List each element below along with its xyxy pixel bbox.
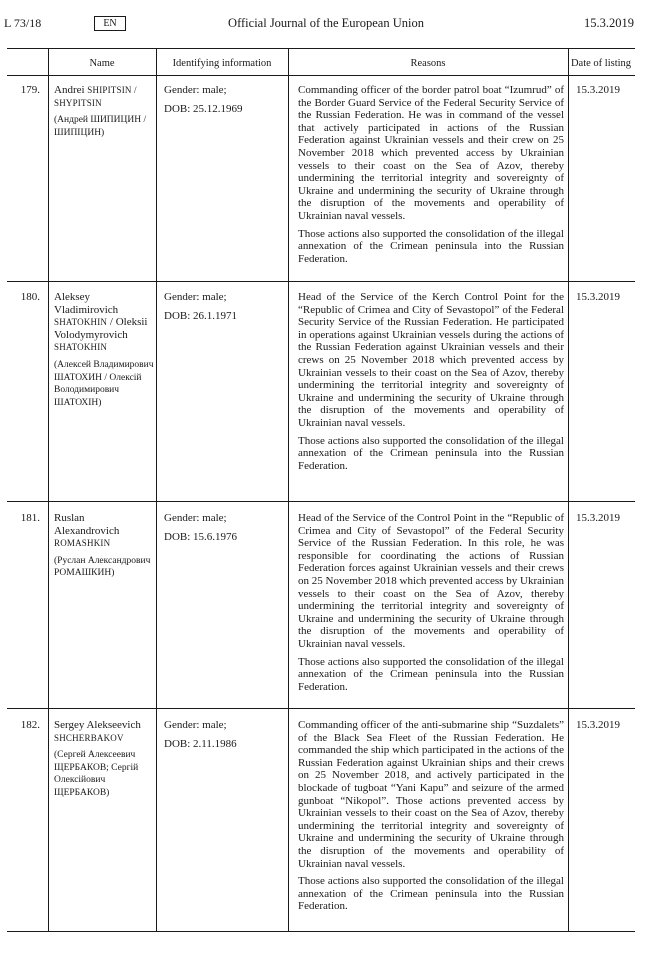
column-divider — [288, 48, 289, 932]
reason-paragraph: Those actions also supported the consolidation of the illegal annexation of the Crimean peninsula into the Russian Federation. — [298, 434, 564, 472]
gender: Gender: male; — [164, 291, 227, 303]
date-of-birth: DOB: 26.1.1971 — [164, 309, 238, 322]
entry-number: 182. — [20, 719, 40, 731]
identifying-info — [164, 512, 284, 549]
person-name: Aleksey Vladimirovich SHATOKHIN / Oleksii Volodymyrovich SHATOKHIN (Алексей Владимирович ШАТОХИН / Олексій Володимирович ШАТОХІН) — [54, 291, 154, 408]
header-bottom-rule — [7, 75, 635, 76]
journal-title: Official Journal of the European Union — [228, 16, 424, 30]
column-header-date: Date of listing — [570, 58, 632, 69]
date-of-birth: DOB: 2.11.1986 — [164, 737, 237, 750]
table-top-rule — [7, 48, 635, 49]
reason-paragraph: Commanding officer of the anti-submarine ship “Suzdalets” of the Black Sea Fleet of the Russian Federation. He commanded the ship which participated in the actions of the Russian Federation against Ukrainian ships and their crews on 25 November 2018, and actively participated in the blockade of tugboat “Yani Kapu” and seizure of the armed gunboat “Nikopol”. Those actions prevented access by Ukrainian vessels to their coast on the Sea of Azov, thereby undermining the territorial integrity and sovereignty of Ukraine and undermining the security of Ukraine through the disruption of the movements and operability of Ukrainian naval vessels. — [298, 719, 564, 870]
row-divider — [7, 501, 635, 502]
person-name: Ruslan Alexandrovich ROMASHKIN (Руслан Александрович РОМАШКИН) — [54, 512, 154, 585]
reason-paragraph: Commanding officer of the border patrol boat “Izumrud” of the Border Guard Service of the Federal Security Service of the Russian Federation. He was in command of the vessel that actively participated in actions of the Russian Federation against Ukrainian vessels and their crew on 25 November 2018 which prevented access by Ukrainian vessels to their coast on the Sea of Azov, thereby undermining the territorial integrity and sovereignty of Ukraine and undermining the security of Ukraine through the disruption of the movements and operability of Ukrainian naval vessels. — [298, 84, 564, 222]
date-of-listing: 15.3.2019 — [576, 719, 620, 731]
person-name: Sergey Alekseevich SHCHERBAKOV (Сергей Алексеевич ЩЕРБАКОВ; Сергій Олексійович ЩЕРБАКОВ) — [54, 719, 154, 805]
column-header-name: Name — [89, 58, 115, 69]
gender: Gender: male; — [164, 512, 227, 524]
gender: Gender: male; — [164, 719, 227, 731]
date-of-listing: 15.3.2019 — [576, 512, 620, 524]
person-name: Andrei SHIPITSIN / SHYPITSIN (Андрей ШИПИЦИН / ШИПІЦИН) — [54, 84, 154, 144]
reasons — [298, 84, 564, 270]
row-divider — [7, 708, 635, 709]
publication-date: 15.3.2019 — [584, 16, 634, 30]
date-of-birth: DOB: 15.6.1976 — [164, 530, 238, 543]
reason-paragraph: Those actions also supported the consolidation of the illegal annexation of the Crimean peninsula into the Russian Federation. — [298, 227, 564, 265]
date-of-listing: 15.3.2019 — [576, 84, 620, 96]
reason-paragraph: Those actions also supported the consolidation of the illegal annexation of the Crimean peninsula into the Russian Federation. — [298, 655, 564, 693]
table-bottom-rule — [7, 931, 635, 932]
language-badge: EN — [94, 16, 126, 31]
person-name-cyrillic: (Сергей Алексеевич ЩЕРБАКОВ; Сергій Олексійович ЩЕРБАКОВ) — [54, 750, 139, 798]
identifying-info — [164, 291, 284, 328]
column-header-identifying: Identifying information — [172, 58, 272, 69]
entry-number: 180. — [20, 291, 40, 303]
column-header-reasons: Reasons — [410, 58, 446, 69]
date-of-birth: DOB: 25.12.1969 — [164, 102, 243, 115]
page-header — [0, 0, 652, 40]
person-name-cyrillic: (Руслан Александрович РОМАШКИН) — [54, 555, 151, 579]
reason-paragraph: Those actions also supported the consolidation of the illegal annexation of the Crimean peninsula into the Russian Federation. — [298, 875, 564, 913]
reason-paragraph: Head of the Service of the Control Point in the “Republic of Crimea and City of Sevastopol” of the Federal Security Service of the Russian Federation. In this role, he was responsible for coordinating the actions of Russian Federation forces against Ukrainian vessels and their crews on 25 November 2018 which prevented access by Ukrainian vessels to their coast on the Sea of Azov, thereby undermining the territorial integrity and sovereignty of Ukraine and undermining the security of Ukraine through the disruption of the movements and operability of Ukrainian naval vessels. — [298, 512, 564, 650]
reason-paragraph: Head of the Service of the Kerch Control Point for the “Republic of Crimea and City of Sevastopol” of the Federal Security Service of the Russian Federation. He participated in operations against Ukrainian vessels during the actions of the Russian Federation against Ukrainian vessels and their crews on 25 November 2018 which prevented access by Ukrainian vessels to their coast on the Sea of Azov, thereby undermining the territorial integrity and sovereignty of Ukraine and undermining the security of Ukraine through the disruption of the movements and operability of Ukrainian naval vessels. — [298, 291, 564, 429]
reasons — [298, 291, 564, 477]
date-of-listing: 15.3.2019 — [576, 291, 620, 303]
row-divider — [7, 281, 635, 282]
reasons — [298, 512, 564, 698]
person-name-cyrillic: (Алексей Владимирович ШАТОХИН / Олексій Володимирович ШАТОХІН) — [54, 359, 154, 408]
column-divider — [568, 48, 569, 932]
person-name-cyrillic: (Андрей ШИПИЦИН / ШИПІЦИН) — [54, 115, 147, 138]
page-reference: L 73/18 — [4, 16, 42, 30]
column-divider — [48, 48, 49, 932]
identifying-info — [164, 84, 284, 121]
reasons — [298, 719, 564, 918]
gender: Gender: male; — [164, 84, 227, 96]
identifying-info — [164, 719, 284, 756]
entry-number: 179. — [20, 84, 40, 96]
entry-number: 181. — [20, 512, 40, 524]
column-divider — [156, 48, 157, 932]
